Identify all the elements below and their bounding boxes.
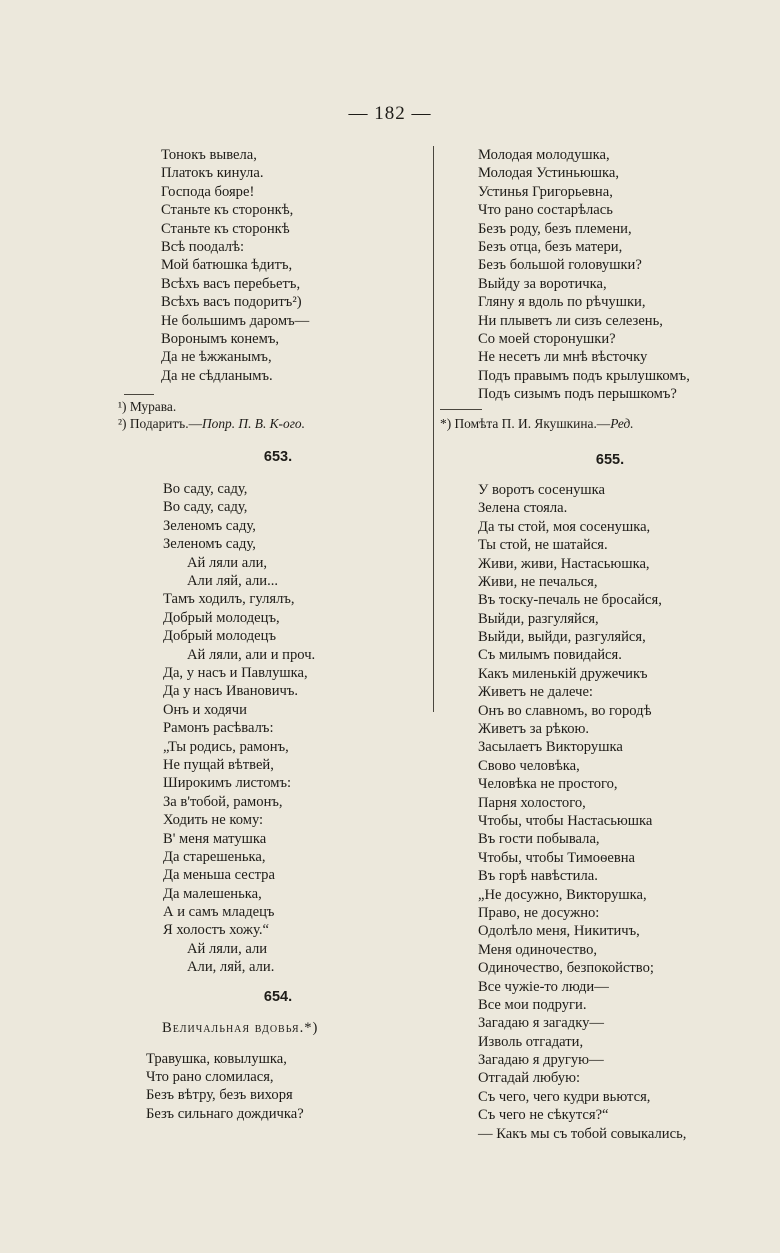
- verse-line: Все чужіе-то люди—: [478, 978, 609, 995]
- verse-line: Выйди, выйди, разгуляйся,: [478, 629, 646, 646]
- left-column: [118, 146, 418, 1123]
- verse-line: В' меня матушка: [163, 830, 267, 847]
- verse-line: Не несетъ ли мнѣ вѣсточку: [478, 349, 648, 366]
- verse-line: Все мои подруги.: [478, 996, 587, 1013]
- verse-line: Станьте къ сторонкѣ: [161, 220, 290, 237]
- right-footnotes: [440, 416, 760, 433]
- verse-line: Не большимъ даромъ—: [161, 312, 310, 329]
- page-number: — 182 —: [348, 103, 432, 124]
- song-number-653: 653.: [263, 449, 293, 466]
- verse-line: Живетъ за рѣкою.: [478, 721, 590, 738]
- verse-line: Али, ляй, али.: [187, 959, 275, 976]
- verse-line: Да, у насъ и Павлушка,: [163, 664, 308, 681]
- verse-line: Въ гости побывала,: [478, 831, 600, 848]
- verse-line: Всѣхъ васъ подоритъ²): [161, 294, 302, 311]
- footnote-rule: [440, 409, 482, 410]
- verse-line: Въ тоску-печаль не бросайся,: [478, 592, 662, 609]
- verse-line: Отгадай любую:: [478, 1070, 581, 1087]
- verse-line: Что рано сломилася,: [146, 1069, 274, 1086]
- footnote-text: Мурава.: [129, 399, 177, 415]
- verse-line: Господа бояре!: [161, 183, 255, 200]
- verse-line: Добрый молодецъ: [163, 628, 276, 645]
- verse-line: Загадаю я другую—: [478, 1052, 604, 1069]
- verse-line: Не пущай вѣтвей,: [163, 756, 274, 773]
- verse-line: Травушка, ковылушка,: [146, 1050, 287, 1067]
- verse-line: Что рано состарѣлась: [478, 202, 613, 219]
- verse-line: Съ чего не сѣкутся?“: [478, 1107, 609, 1124]
- verse-line: Али ляй, али...: [187, 573, 279, 590]
- footnote-text: Помѣта П. И. Якушкина.—: [454, 416, 611, 432]
- verse-line: Безъ роду, безъ племени,: [478, 220, 632, 237]
- footnote-attribution: Попр. П. В. К-ого.: [201, 415, 305, 431]
- right-verse-continuation: [440, 146, 760, 403]
- footnote: [440, 416, 760, 433]
- verse-line: Чтобы, чтобы Тимоѳевна: [478, 849, 636, 866]
- footnote-text: Подаритъ.—: [129, 415, 202, 431]
- footnote: [118, 399, 418, 416]
- verse-line: Онъ и ходячи: [163, 701, 247, 718]
- left-verse-continuation: [118, 146, 418, 385]
- song-654-verse: [118, 1050, 418, 1124]
- song-654-title: Величальная вдовья.*): [162, 1019, 319, 1036]
- verse-line: Живетъ не далече:: [478, 684, 593, 701]
- verse-line: Воронымъ конемъ,: [161, 330, 280, 347]
- verse-line: Живи, не печалься,: [478, 573, 598, 590]
- verse-line: Во саду, саду,: [163, 481, 248, 498]
- song-number-654: 654.: [263, 988, 293, 1005]
- verse-line: А и самъ младецъ: [163, 904, 275, 921]
- verse-line: Да малешенька,: [163, 885, 262, 902]
- verse-line: „Ты родись, рамонъ,: [163, 738, 289, 755]
- verse-line: „Не досужно, Викторушка,: [478, 886, 647, 903]
- verse-line: Чтобы, чтобы Настасьюшка: [478, 813, 653, 829]
- verse-line: Мой батюшка ѣдитъ,: [161, 257, 293, 274]
- verse-line: Ходить не кому:: [163, 812, 264, 829]
- verse-line: Да не ѣжжанымъ,: [161, 349, 272, 366]
- verse-line: Тамъ ходилъ, гулялъ,: [163, 591, 295, 608]
- song-653-verse: [118, 480, 418, 977]
- verse-line: Ты стой, не шатайся.: [478, 537, 608, 554]
- verse-line: Съ милымъ повидайся.: [478, 647, 622, 664]
- verse-line: Одиночество, безпокойство;: [478, 960, 654, 977]
- song-655-verse: [440, 481, 760, 1143]
- verse-line: Въ горѣ навѣстила.: [478, 868, 598, 885]
- verse-line: Платокъ кинула.: [161, 165, 264, 182]
- footnote-rule: [124, 394, 154, 395]
- verse-line: Да ты стой, моя сосенушка,: [478, 518, 651, 535]
- verse-line: Подъ правымъ подъ крылушкомъ,: [478, 367, 690, 384]
- verse-line: Со моей сторонушки?: [478, 330, 616, 347]
- verse-line: Человѣка не простого,: [478, 776, 618, 793]
- verse-line: Безъ отца, безъ матери,: [478, 238, 623, 255]
- verse-line: Выйди, разгуляйся,: [478, 610, 599, 627]
- verse-line: Во саду, саду,: [163, 499, 248, 516]
- verse-line: Право, не досужно:: [478, 904, 600, 921]
- verse-line: Безъ вѣтру, безъ вихоря: [146, 1087, 293, 1104]
- verse-line: Всѣ поодалѣ:: [161, 238, 245, 255]
- verse-line: Ай ляли, али: [187, 940, 268, 957]
- verse-line: Зеленомъ саду,: [163, 517, 256, 534]
- verse-line: Меня одиночество,: [478, 941, 598, 958]
- verse-line: Ни плыветъ ли сизъ селезень,: [478, 312, 663, 329]
- verse-line: Да меньша сестра: [163, 867, 275, 884]
- song-number-655: 655.: [595, 451, 625, 468]
- verse-line: Изволь отгадати,: [478, 1033, 584, 1050]
- verse-line: Всѣхъ васъ перебьетъ,: [161, 275, 301, 292]
- verse-line: Гляну я вдоль по рѣчушки,: [478, 294, 646, 311]
- verse-line: Я холостъ хожу.“: [163, 922, 269, 939]
- verse-line: Широкимъ листомъ:: [163, 775, 292, 792]
- footnote-attribution: Ред.: [610, 416, 634, 432]
- left-footnotes: [118, 399, 418, 432]
- verse-line: Молодая молодушка,: [478, 147, 610, 163]
- verse-line: Съ чего, чего кудри вьются,: [478, 1088, 651, 1105]
- verse-line: Засылаетъ Викторушка: [478, 739, 623, 756]
- verse-line: Одолѣло меня, Никитичъ,: [478, 923, 640, 940]
- verse-line: Да не сѣдланымъ.: [161, 367, 273, 384]
- verse-line: Онъ во славномъ, во городѣ: [478, 702, 652, 719]
- footnote: [118, 416, 418, 433]
- verse-line: Ай ляли али,: [187, 554, 268, 571]
- verse-line: Зеленомъ саду,: [163, 536, 256, 553]
- verse-line: Ай ляли, али и проч.: [187, 646, 316, 663]
- verse-line: Да у насъ Ивановичъ.: [163, 683, 299, 700]
- column-divider: [433, 146, 434, 712]
- footnote-mark: ²): [118, 415, 127, 431]
- verse-line: Подъ сизымъ подъ перышкомъ?: [478, 386, 677, 403]
- verse-line: Тонокъ вывела,: [161, 147, 257, 163]
- footnote-mark: *): [440, 416, 452, 432]
- verse-line: Выйду за воротичка,: [478, 275, 607, 292]
- verse-line: Добрый молодецъ,: [163, 609, 280, 626]
- verse-line: Рамонъ расѣвалъ:: [163, 720, 274, 737]
- verse-line: Станьте къ сторонкѣ,: [161, 202, 294, 219]
- verse-line: Живи, живи, Настасьюшка,: [478, 555, 650, 572]
- verse-line: — Какъ мы съ тобой совыкались,: [478, 1125, 687, 1142]
- verse-line: Какъ миленькій дружечикъ: [478, 665, 648, 682]
- verse-line: Зелена стояла.: [478, 500, 568, 517]
- verse-line: Свово человѣка,: [478, 757, 580, 774]
- verse-line: Загадаю я загадку—: [478, 1015, 604, 1032]
- verse-line: Парня холостого,: [478, 794, 586, 811]
- verse-line: Устинья Григорьевна,: [478, 183, 613, 200]
- verse-line: Молодая Устиньюшка,: [478, 165, 619, 182]
- right-column: [440, 146, 760, 1143]
- verse-line: Да старешенька,: [163, 848, 266, 865]
- verse-line: Безъ сильнаго дождичка?: [146, 1105, 304, 1122]
- verse-line: Безъ большой головушки?: [478, 257, 642, 274]
- footnote-mark: ¹): [118, 399, 127, 415]
- verse-line: За в'тобой, рамонъ,: [163, 793, 283, 810]
- verse-line: У воротъ сосенушка: [478, 481, 606, 498]
